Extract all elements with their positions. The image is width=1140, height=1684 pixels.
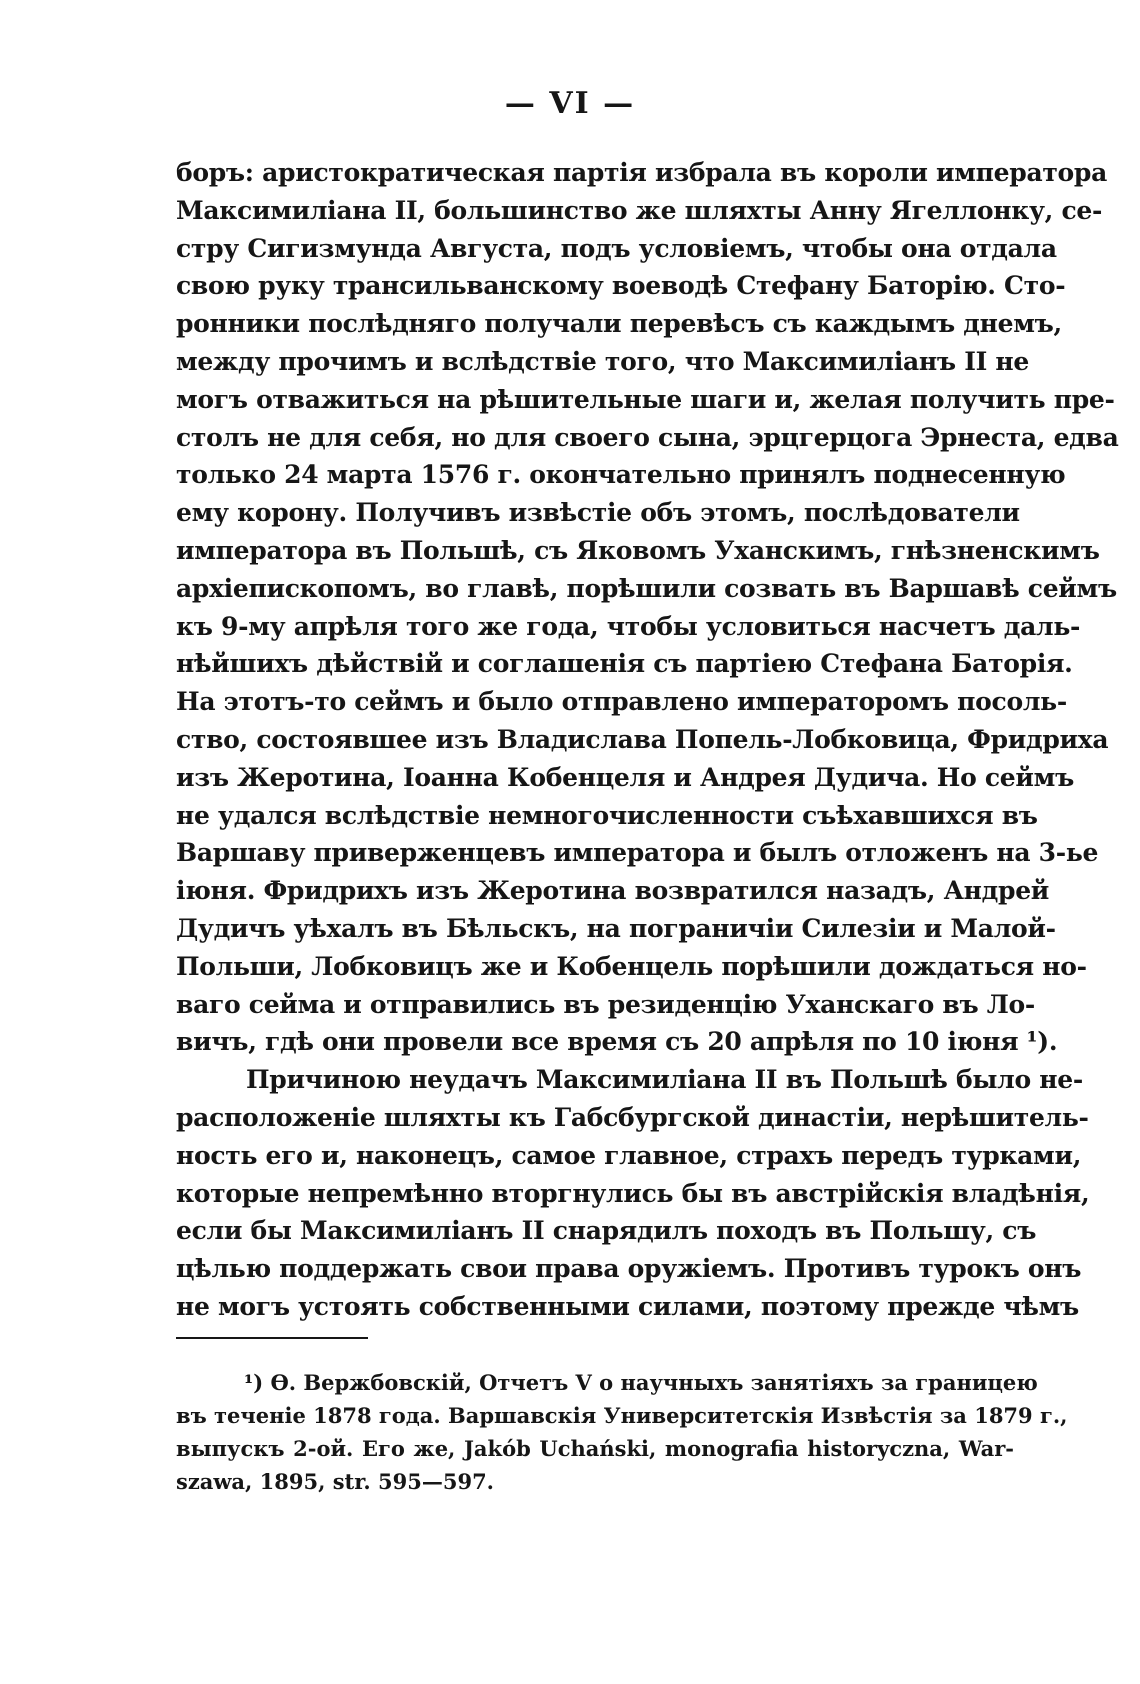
text-line: боръ: аристократическая партія избрала въ короли императора: [176, 158, 1107, 187]
text-line: Варшаву приверженцевъ императора и былъ отложенъ на 3-ье: [176, 838, 1099, 868]
text-line: между прочимъ и вслѣдствіе того, что Максимиліанъ II не: [176, 346, 1030, 376]
footnote-line: въ теченіе 1878 года. Варшавскія Университетскія Извѣстія за 1879 г.,: [176, 1403, 1068, 1428]
text-line: къ 9-му апрѣля того же года, чтобы условиться насчетъ даль-: [176, 611, 1081, 641]
text-line: вичъ, гдѣ они провели все время съ 20 апрѣля по 10 іюня ¹).: [176, 1027, 1058, 1057]
text-line: Максимиліана II, большинство же шляхты Анну Ягеллонку, се-: [176, 195, 1103, 225]
text-line: не могъ устоять собственными силами, поэтому прежде чѣмъ: [176, 1291, 1079, 1321]
text-line: только 24 марта 1576 г. окончательно принялъ поднесенную: [176, 460, 1066, 490]
text-line: Польши, Лобковицъ же и Кобенцель порѣшили дождаться но-: [176, 951, 1087, 981]
text-line: изъ Жеротина, Іоанна Кобенцеля и Андрея Дудича. Но сеймъ: [176, 762, 1074, 792]
text-line: стру Сигизмунда Августа, подъ условіемъ, чтобы она отдала: [176, 233, 1057, 263]
text-line: іюня. Фридрихъ изъ Жеротина возвратился назадъ, Андрей: [176, 876, 1050, 906]
text-line: расположеніе шляхты къ Габсбургской династіи, нерѣшитель-: [176, 1102, 1089, 1132]
text-line: могъ отважиться на рѣшительные шаги и, желая получить пре-: [176, 384, 1115, 414]
footnote-divider: [176, 1337, 368, 1339]
text-line: столъ не для себя, но для своего сына, эрцгерцога Эрнеста, едва: [176, 422, 1119, 452]
text-line: если бы Максимиліанъ II снарядилъ походъ въ Польшу, съ: [176, 1216, 1037, 1246]
page-number: — VI —: [504, 86, 636, 121]
text-line: нѣйшихъ дѣйствій и соглашенія съ партіею Стефана Баторія.: [176, 649, 1073, 679]
text-line: которые непремѣнно вторгнулись бы въ австрійскія владѣнія,: [176, 1178, 1090, 1208]
text-line: ему корону. Получивъ извѣстіе объ этомъ, послѣдователи: [176, 498, 1020, 528]
text-line: ваго сейма и отправились въ резиденцію Уханскаго въ Ло-: [176, 989, 1036, 1019]
text-line: ство, состоявшее изъ Владислава Попель-Лобковица, Фридриха: [176, 724, 1109, 754]
text-line: свою руку трансильванскому воеводѣ Стефану Баторію. Сто-: [176, 271, 1066, 301]
text-line: Дудичъ уѣхалъ въ Бѣльскъ, на пограничіи Силезіи и Малой-: [176, 913, 1056, 943]
text-line: императора въ Польшѣ, съ Яковомъ Уханскимъ, гнѣзненскимъ: [176, 535, 1100, 565]
text-line: ность его и, наконецъ, самое главное, страхъ передъ турками,: [176, 1140, 1082, 1170]
footnote-line: выпускъ 2-ой. Его же, Jakób Uchański, monografia historyczna, War-: [176, 1436, 1014, 1461]
main-text: [176, 154, 1119, 1326]
text-line: архіепископомъ, во главѣ, порѣшили созвать въ Варшавѣ сеймъ: [176, 573, 1117, 603]
text-line: не удался вслѣдствіе немногочисленности съѣхавшихся въ: [176, 800, 1038, 830]
text-line: ронники послѣдняго получали перевѣсъ съ каждымъ днемъ,: [176, 309, 1062, 339]
paragraph-start-line: Причиною неудачъ Максимиліана II въ Польшѣ было не-: [246, 1065, 1083, 1095]
text-line: цѣлью поддержать свои права оружіемъ. Противъ турокъ онъ: [176, 1254, 1082, 1284]
footnote-line: ¹) Ѳ. Вержбовскій, Отчетъ V о научныхъ занятіяхъ за границею: [244, 1370, 1038, 1395]
footnote-line: szawa, 1895, str. 595—597.: [176, 1469, 494, 1494]
footnote: [176, 1366, 1068, 1498]
text-line: На этотъ-то сеймъ и было отправлено императоромъ посоль-: [176, 687, 1067, 717]
